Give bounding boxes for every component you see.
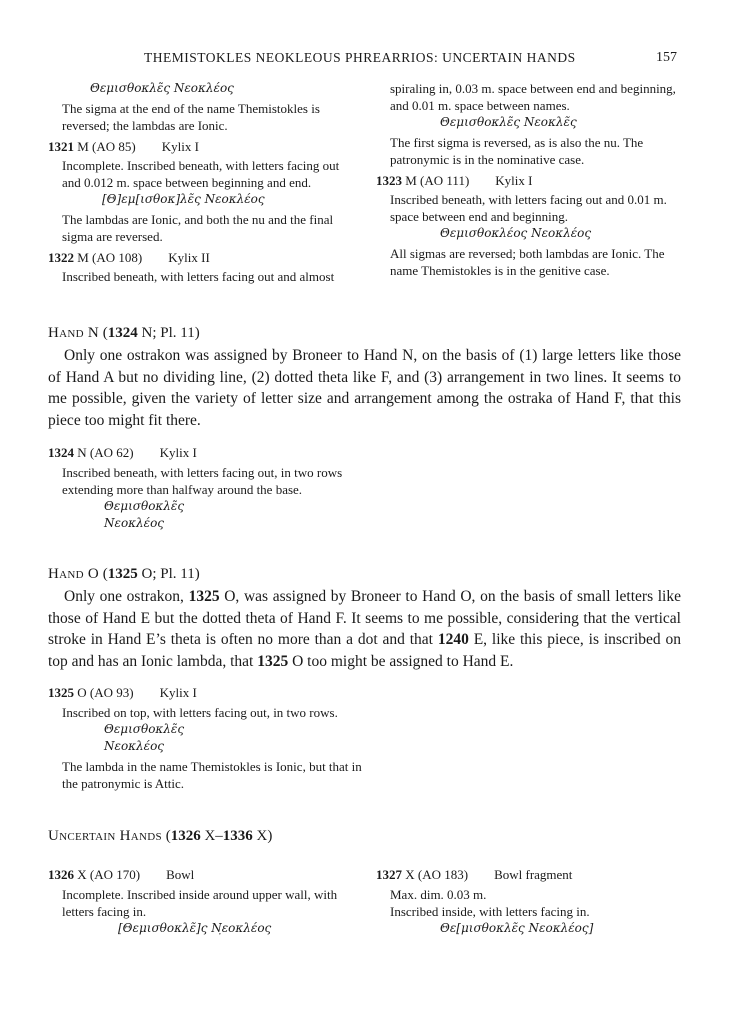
entry-header bbox=[376, 866, 682, 883]
entry-description: Inscribed beneath, with letters facing out and almost bbox=[62, 269, 335, 284]
entry-number: 1323 bbox=[376, 173, 402, 188]
entry-description-continued: spiraling in, 0.03 m. space between end and beginning, and 0.01 m. space between names. bbox=[390, 81, 676, 113]
entry-hand: M (AO 111) bbox=[405, 173, 470, 188]
entry-type: Kylix I bbox=[159, 685, 197, 700]
entry-type: Bowl fragment bbox=[494, 867, 573, 882]
entry-number: 1322 bbox=[48, 250, 74, 265]
paragraph: Only one ostrakon was assigned by Broneer to Hand N, on the basis of (1) large letters like those of Hand A but no dividing line, (2) dotted theta like F, and (3) arrangement in two lines. It seems to me possible, given the variety of letter size and arrangement among the ostraka of Hand F, that this piece too might fit there. bbox=[48, 347, 681, 429]
greek-inscription-line-2: Νεοκλέος bbox=[104, 739, 165, 753]
greek-inscription-line-1: Θεμισθοκλε̃ς bbox=[104, 722, 185, 736]
greek-inscription: [Θ]εμ[ισθοκ]λε̃ς Νεοκλέος bbox=[102, 192, 265, 206]
entry-description: Incomplete. Inscribed beneath, with letters facing out and 0.012 m. space between beginning and end. bbox=[62, 158, 340, 190]
entry-type: Kylix I bbox=[159, 445, 197, 460]
catalog-entry-1324 bbox=[48, 444, 368, 532]
catalog-entry-1325 bbox=[48, 684, 368, 792]
catalog-entry-1322 bbox=[48, 249, 354, 266]
entry-header bbox=[48, 866, 358, 883]
entry-note: The lambda in the name Themistokles is Ionic, but that in the patronymic is Attic. bbox=[62, 759, 362, 791]
greek-inscription: Θεμισθοκλε̃ς Νεοκλέος bbox=[90, 81, 234, 95]
entry-hand: X (AO 170) bbox=[77, 867, 141, 882]
entry-description: Inscribed inside, with letters facing in. bbox=[390, 904, 590, 919]
catalog-entry-1326 bbox=[48, 866, 358, 937]
catalog-entry-1323 bbox=[376, 172, 682, 189]
entry-header bbox=[48, 684, 368, 701]
entry-type: Kylix I bbox=[495, 173, 533, 188]
entry-hand: O (AO 93) bbox=[77, 685, 134, 700]
entry-type: Kylix I bbox=[161, 139, 199, 154]
entry-hand: X (AO 183) bbox=[405, 867, 469, 882]
page-number: 157 bbox=[656, 50, 677, 65]
entry-note: The sigma at the end of the name Themistokles is reversed; the lambdas are Ionic. bbox=[62, 101, 320, 133]
entry-note: All sigmas are reversed; both lambdas are Ionic. The name Themistokles is in the genitive case. bbox=[390, 246, 665, 278]
entry-description: Inscribed beneath, with letters facing out and 0.01 m. space between end and beginning. bbox=[390, 192, 667, 224]
greek-inscription: Θεμισθοκλέος Νεοκλέος bbox=[440, 226, 592, 240]
entry-header bbox=[48, 444, 368, 461]
running-title: THEMISTOKLES NEOKLEOUS PHREARRIOS: UNCERTAIN HANDS bbox=[144, 50, 576, 65]
entry-description: Incomplete. Inscribed inside around upper wall, with letters facing in. bbox=[62, 887, 338, 919]
entry-number: 1324 bbox=[48, 445, 74, 460]
entry-note: The lambdas are Ionic, and both the nu and the final sigma are reversed. bbox=[62, 212, 334, 244]
top-right-column bbox=[376, 80, 682, 279]
entry-number: 1326 bbox=[48, 867, 74, 882]
section-heading-hand-n: Hand N (1324 N; Pl. 11) bbox=[48, 325, 200, 341]
section-heading-hand-o: Hand O (1325 O; Pl. 11) bbox=[48, 566, 200, 582]
paragraph: Only one ostrakon, 1325 O, was assigned by Broneer to Hand O, on the basis of small letters like those of Hand E but the dotted theta of Hand F. It seems to me possible, considering that the vertical stroke in Hand E’s theta is often no more than a dot and that 1240 E, like this piece, is inscribed on top and has an Ionic lambda, that 1325 O too might be assigned to Hand E. bbox=[48, 588, 681, 670]
section-heading-uncertain-hands: Uncertain Hands (1326 X–1336 X) bbox=[48, 828, 273, 844]
top-left-column bbox=[48, 80, 354, 285]
catalog-entry-1327 bbox=[376, 866, 682, 937]
section-body-hand-o bbox=[48, 586, 681, 672]
entry-type: Kylix II bbox=[168, 250, 210, 265]
running-header bbox=[0, 50, 731, 70]
catalog-entry-1321 bbox=[48, 138, 354, 155]
greek-inscription: Θε[μισθοκλε̃ς Νεοκλέος] bbox=[440, 921, 594, 935]
entry-hand: M (AO 108) bbox=[77, 250, 143, 265]
entry-description: Inscribed beneath, with letters facing out, in two rows extending more than halfway around the base. bbox=[62, 465, 343, 497]
greek-inscription: Θεμισθοκλε̃ς Νεοκλε̃ς bbox=[440, 115, 577, 129]
entry-type: Bowl bbox=[166, 867, 195, 882]
entry-hand: N (AO 62) bbox=[77, 445, 134, 460]
entry-number: 1327 bbox=[376, 867, 402, 882]
entry-hand: M (AO 85) bbox=[77, 139, 136, 154]
entry-note: The first sigma is reversed, as is also the nu. The patronymic is in the nominative case. bbox=[390, 135, 644, 167]
greek-inscription-line-2: Νεοκλέος bbox=[104, 516, 165, 530]
section-body-hand-n bbox=[48, 345, 681, 431]
entry-number: 1321 bbox=[48, 139, 74, 154]
entry-number: 1325 bbox=[48, 685, 74, 700]
greek-inscription-line-1: Θεμισθοκλε̃ς bbox=[104, 499, 185, 513]
entry-dimension: Max. dim. 0.03 m. bbox=[390, 887, 487, 902]
entry-description: Inscribed on top, with letters facing out, in two rows. bbox=[62, 705, 338, 720]
greek-inscription: [Θεμισθοκλε̃]ς Ν̣εοκλέος bbox=[118, 921, 272, 935]
